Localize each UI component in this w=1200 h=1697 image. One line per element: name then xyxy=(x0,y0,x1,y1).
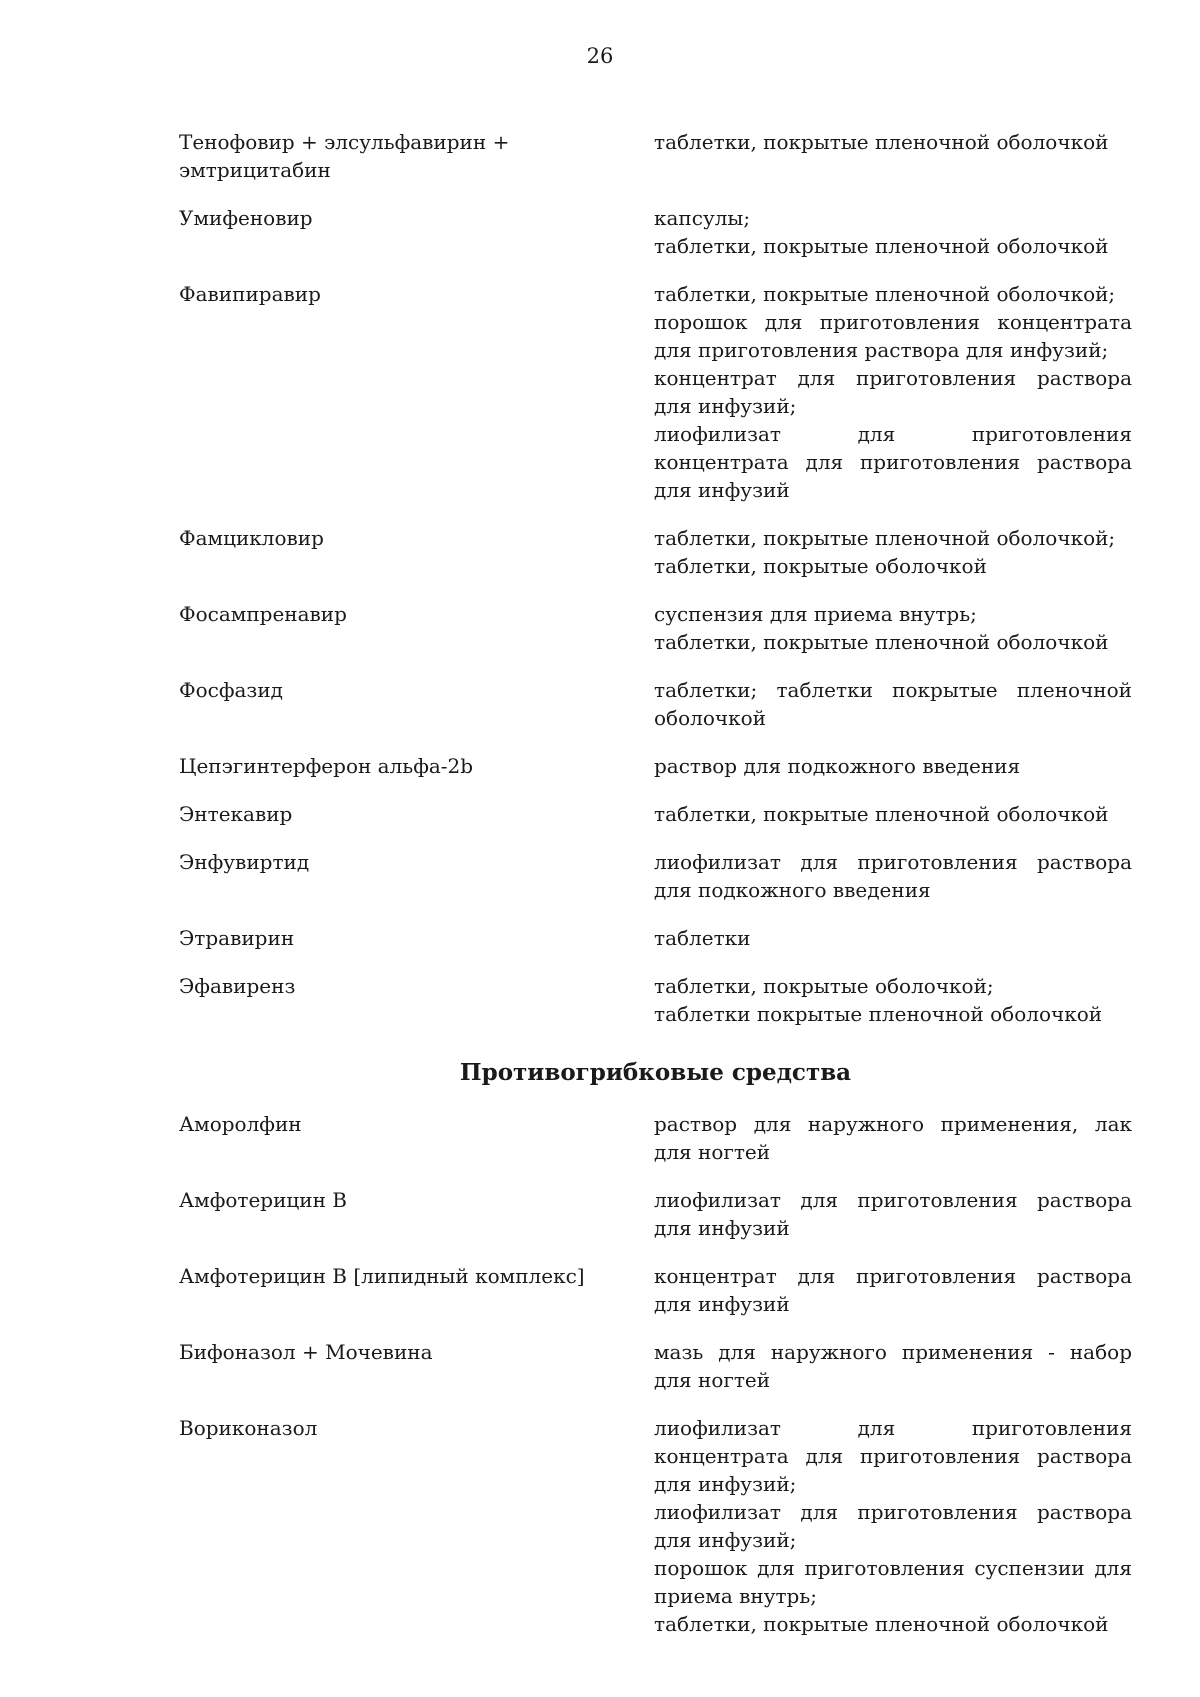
drug-entry xyxy=(179,924,1132,952)
dosage-forms xyxy=(654,1262,1132,1318)
dosage-form: раствор для подкожного введения xyxy=(654,754,1021,778)
dosage-forms xyxy=(654,128,1132,184)
drug-name: Эфавиренз xyxy=(179,974,296,998)
drug-entry xyxy=(179,204,1132,260)
dosage-form: таблетки, покрытые пленочной оболочкой; xyxy=(654,526,1116,550)
antifungal-drug-list xyxy=(179,1110,1132,1638)
drug-entry xyxy=(179,848,1132,904)
drug-entry xyxy=(179,972,1132,1028)
dosage-form: таблетки, покрытые пленочной оболочкой; xyxy=(654,282,1116,306)
drug-name: Тенофовир + элсульфавирин + эмтрицитабин xyxy=(179,130,510,182)
dosage-forms xyxy=(654,1338,1132,1394)
dosage-form: раствор для наружного применения, лак для ногтей xyxy=(654,1112,1132,1164)
dosage-form: капсулы; xyxy=(654,206,751,230)
drug-name: Фавипиравир xyxy=(179,282,321,306)
dosage-form: таблетки, покрытые оболочкой; xyxy=(654,974,994,998)
antiviral-drug-list xyxy=(179,128,1132,1028)
dosage-forms xyxy=(654,972,1132,1028)
dosage-forms xyxy=(654,924,1132,952)
drug-entry xyxy=(179,1414,1132,1638)
dosage-forms xyxy=(654,1414,1132,1638)
dosage-forms xyxy=(654,676,1132,732)
dosage-form: лиофилизат для приготовления раствора для инфузий xyxy=(654,1188,1132,1240)
drug-name: Энтекавир xyxy=(179,802,293,826)
page-number: 26 xyxy=(586,44,614,68)
drug-entry xyxy=(179,1262,1132,1318)
dosage-form: суспензия для приема внутрь; xyxy=(654,602,977,626)
dosage-form: таблетки; таблетки покрытые пленочной оболочкой xyxy=(654,678,1132,730)
dosage-form: таблетки, покрытые пленочной оболочкой xyxy=(654,630,1109,654)
drug-name: Умифеновир xyxy=(179,206,313,230)
dosage-forms xyxy=(654,848,1132,904)
drug-name: Аморолфин xyxy=(179,1112,302,1136)
dosage-form: концентрат для приготовления раствора для инфузий; xyxy=(654,366,1132,418)
drug-name: Вориконазол xyxy=(179,1416,318,1440)
drug-entry xyxy=(179,800,1132,828)
drug-entry xyxy=(179,280,1132,504)
dosage-forms xyxy=(654,280,1132,504)
dosage-forms xyxy=(654,1110,1132,1166)
dosage-form: таблетки xyxy=(654,926,751,950)
drug-entry xyxy=(179,524,1132,580)
dosage-form: таблетки покрытые пленочной оболочкой xyxy=(654,1002,1103,1026)
dosage-form: концентрат для приготовления раствора для инфузий xyxy=(654,1264,1132,1316)
drug-entry xyxy=(179,752,1132,780)
drug-name: Амфотерицин В [липидный комплекс] xyxy=(179,1264,585,1288)
dosage-form: таблетки, покрытые пленочной оболочкой xyxy=(654,234,1109,258)
dosage-forms xyxy=(654,600,1132,656)
dosage-form: таблетки, покрытые пленочной оболочкой xyxy=(654,1612,1109,1636)
drug-name: Фосампренавир xyxy=(179,602,347,626)
drug-name: Этравирин xyxy=(179,926,295,950)
dosage-form: мазь для наружного применения - набор для ногтей xyxy=(654,1340,1132,1392)
drug-name: Бифоназол + Мочевина xyxy=(179,1340,433,1364)
dosage-form: лиофилизат для приготовления концентрата для приготовления раствора для инфузий xyxy=(654,422,1132,502)
drug-name: Цепэгинтерферон альфа-2b xyxy=(179,754,474,778)
dosage-forms xyxy=(654,1186,1132,1242)
dosage-form: таблетки, покрытые пленочной оболочкой xyxy=(654,802,1109,826)
drug-entry xyxy=(179,1186,1132,1242)
section-heading: Противогрибковые средства xyxy=(459,1059,852,1086)
dosage-form: порошок для приготовления концентрата для приготовления раствора для инфузий; xyxy=(654,310,1132,362)
drug-name: Фамцикловир xyxy=(179,526,324,550)
dosage-form: лиофилизат для приготовления концентрата для приготовления раствора для инфузий; xyxy=(654,1416,1132,1496)
drug-entry xyxy=(179,1110,1132,1166)
dosage-forms xyxy=(654,752,1132,780)
dosage-forms xyxy=(654,524,1132,580)
dosage-form: таблетки, покрытые оболочкой xyxy=(654,554,987,578)
dosage-form: лиофилизат для приготовления раствора для подкожного введения xyxy=(654,850,1132,902)
drug-entry xyxy=(179,128,1132,184)
drug-name: Фосфазид xyxy=(179,678,283,702)
drug-entry xyxy=(179,676,1132,732)
drug-name: Амфотерицин В xyxy=(179,1188,348,1212)
dosage-forms xyxy=(654,800,1132,828)
dosage-forms xyxy=(654,204,1132,260)
drug-name: Энфувиртид xyxy=(179,850,310,874)
drug-entry xyxy=(179,1338,1132,1394)
document-body xyxy=(179,128,1132,1658)
dosage-form: порошок для приготовления суспензии для приема внутрь; xyxy=(654,1556,1132,1608)
drug-entry xyxy=(179,600,1132,656)
dosage-form: таблетки, покрытые пленочной оболочкой xyxy=(654,130,1109,154)
dosage-form: лиофилизат для приготовления раствора для инфузий; xyxy=(654,1500,1132,1552)
